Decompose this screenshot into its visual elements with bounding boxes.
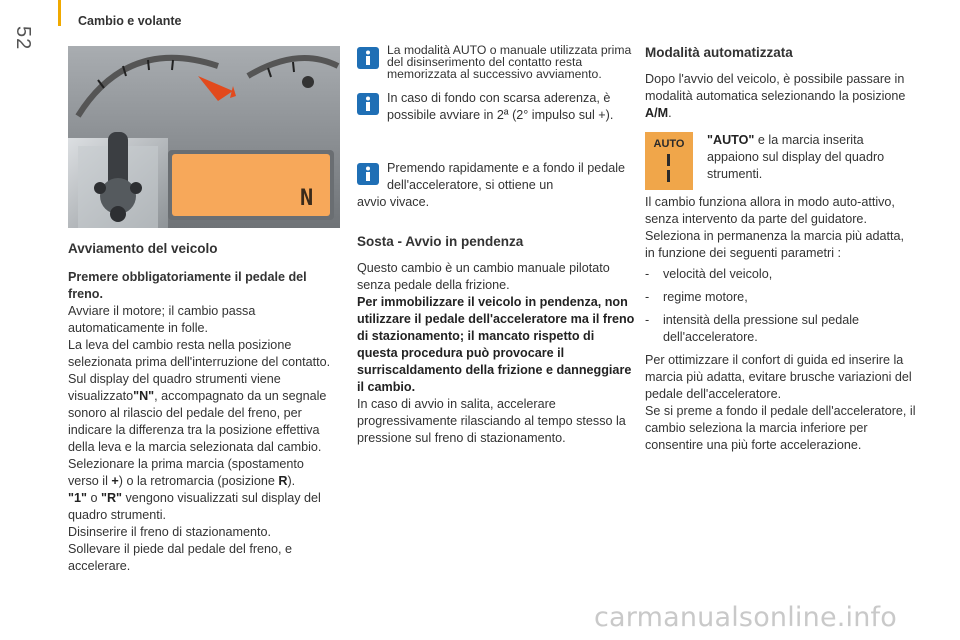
watermark: carmanualsonline.info bbox=[594, 602, 897, 633]
info-note bbox=[357, 90, 635, 124]
text-bold: "AUTO" bbox=[707, 133, 755, 147]
page-number: 52 bbox=[12, 26, 34, 51]
paragraph: Avviare il motore; il cambio passa automaticamente in folle. bbox=[68, 304, 256, 335]
text: Dopo l'avvio del veicolo, è possibile passare in modalità automatica selezionando la posizione bbox=[645, 72, 906, 103]
text-bold: "1" bbox=[68, 491, 87, 505]
info-note bbox=[357, 44, 635, 80]
text: o bbox=[86, 491, 101, 505]
text: . bbox=[668, 106, 672, 120]
paragraph: Disinserire il freno di stazionamento. bbox=[68, 525, 271, 539]
auto-label: AUTO bbox=[653, 138, 685, 150]
text: Sul display del quadro strumenti viene visualizzato bbox=[68, 372, 281, 403]
list-item-text: intensità della pressione sul pedale dell'acceleratore. bbox=[663, 313, 860, 344]
text: avvio vivace. bbox=[357, 195, 430, 209]
text-bold: "R" bbox=[100, 491, 123, 505]
text-bold: R bbox=[278, 474, 288, 488]
list-item: - intensità della pressione sul pedale dell'acceleratore. bbox=[645, 312, 917, 346]
info-icon bbox=[357, 163, 379, 185]
info-note bbox=[357, 160, 635, 211]
column-automatizzata bbox=[645, 44, 917, 454]
list-item-text: velocità del veicolo, bbox=[663, 267, 773, 281]
auto-display-row bbox=[645, 132, 917, 194]
text: Selezionare la prima marcia (spostamento verso il bbox=[68, 457, 304, 488]
paragraph bbox=[645, 71, 917, 122]
column-notes bbox=[357, 44, 635, 447]
paragraph: In caso di avvio in salita, accelerare progressivamente rilasciando al tempo stesso la pressione sul freno di stazionamento. bbox=[357, 397, 626, 445]
note-text: La modalità AUTO o manuale utilizzata prima del disinserimento del contatto resta memorizzata al successivo avviamento. bbox=[387, 43, 632, 81]
display-gear-n: N bbox=[300, 186, 314, 211]
paragraph: Se si preme a fondo il pedale dell'acceleratore, il cambio seleziona la marcia inferiore per consentire una più forte accelerazione. bbox=[645, 404, 916, 452]
parameter-list bbox=[645, 266, 917, 346]
paragraph bbox=[68, 490, 333, 524]
auto-display-badge bbox=[645, 132, 693, 190]
text-bold: A/M bbox=[645, 106, 669, 120]
text: ). bbox=[287, 474, 296, 488]
heading-automatizzata: Modalità automatizzata bbox=[645, 45, 793, 60]
accent-bar bbox=[58, 0, 61, 26]
dashboard-illustration bbox=[68, 46, 340, 228]
paragraph bbox=[68, 371, 333, 456]
note-text bbox=[357, 160, 635, 211]
paragraph bbox=[68, 456, 333, 490]
info-icon bbox=[357, 93, 379, 115]
list-item: - velocità del veicolo, bbox=[645, 267, 773, 281]
section-title: Cambio e volante bbox=[78, 14, 182, 28]
info-icon bbox=[357, 47, 379, 69]
text: vengono visualizzati sul display del quadro strumenti. bbox=[68, 491, 321, 522]
text-bold: + bbox=[111, 474, 119, 488]
gear-digit-icon bbox=[645, 132, 693, 190]
instruction-brake: Premere obbligatoriamente il pedale del freno. bbox=[68, 270, 307, 301]
text-bold: Per immobilizzare il veicolo in pendenza, non utilizzare il pedale dell'acceleratore ma il freno di stazionamento; il mancato rispetto di questa procedura può provocare il surriscaldamento della frizione e danneggiare il cambio. bbox=[357, 295, 635, 394]
text: , accompagnato da un segnale sonoro al rilascio del pedale del freno, per indicare la differenza tra la posizione effettiva della leva e la marcia selezionata dal cambio. bbox=[68, 389, 327, 454]
heading-avviamento: Avviamento del veicolo bbox=[68, 241, 218, 256]
paragraph: Sollevare il piede dal pedale del freno, e accelerare. bbox=[68, 542, 293, 573]
text: ) o la retromarcia (posizione bbox=[118, 474, 279, 488]
paragraph: Seleziona in permanenza la marcia più adatta, in funzione dei seguenti parametri : bbox=[645, 229, 905, 260]
paragraph: Per ottimizzare il confort di guida ed inserire la marcia più adatta, evitare brusche variazioni del pedale dell'acceleratore. bbox=[645, 353, 912, 401]
warning-bold bbox=[357, 294, 635, 396]
list-item-text: regime motore, bbox=[663, 290, 748, 304]
paragraph: Il cambio funziona allora in modo auto-attivo, senza intervento da parte del guidatore. bbox=[645, 195, 895, 226]
column-avviamento bbox=[68, 240, 333, 575]
paragraph: La leva del cambio resta nella posizione selezionata prima dell'interruzione del contatto. bbox=[68, 338, 331, 369]
text: Premendo rapidamente e a fondo il pedale dell'acceleratore, si ottiene un bbox=[387, 161, 626, 192]
heading-sosta: Sosta - Avvio in pendenza bbox=[357, 234, 524, 249]
text: e la marcia inserita appaiono sul display del quadro strumenti. bbox=[707, 133, 885, 181]
list-item: - regime motore, bbox=[645, 290, 748, 304]
text-bold: "N" bbox=[133, 389, 155, 403]
note-text: In caso di fondo con scarsa aderenza, è possibile avviare in 2ª (2° impulso sul +). bbox=[387, 91, 614, 122]
paragraph: Questo cambio è un cambio manuale pilotato senza pedale della frizione. bbox=[357, 261, 610, 292]
